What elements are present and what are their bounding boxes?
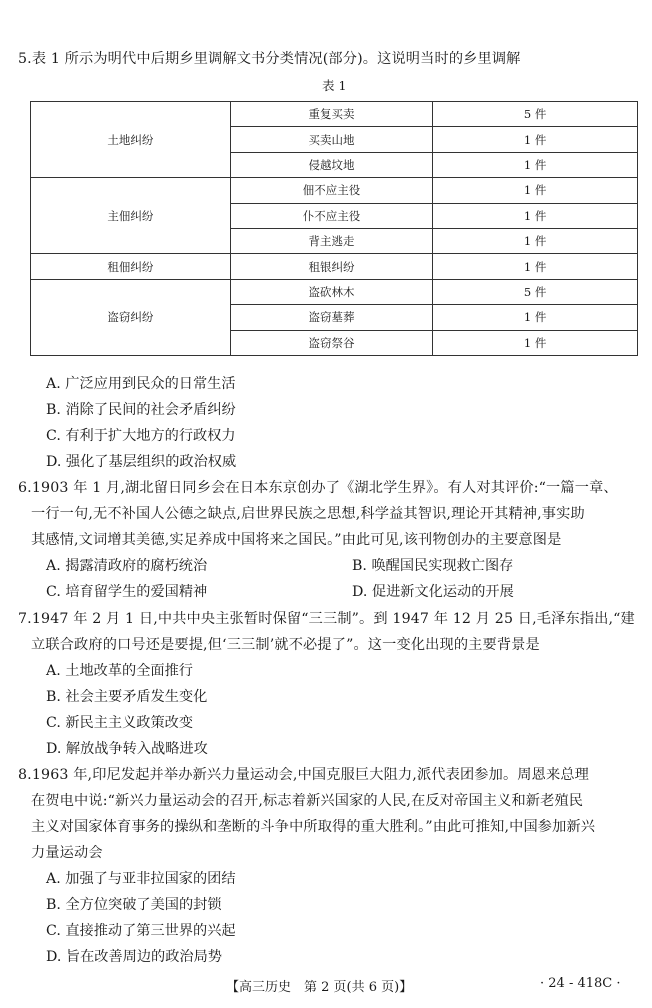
count-cell: 1 件 — [433, 305, 638, 330]
count-cell: 1 件 — [433, 178, 638, 203]
dispute-type-cell: 租银纠纷 — [230, 254, 433, 279]
q7-option-c: C. 新民主主义政策改变 — [46, 715, 194, 731]
dispute-type-cell: 盗窃祭谷 — [230, 330, 433, 355]
count-cell: 1 件 — [433, 127, 638, 152]
q8-line-4: 力量运动会 — [31, 845, 103, 861]
q6-option-c: C. 培育留学生的爱国精神 — [46, 584, 208, 600]
q6-line-2: 一行一句,无不补国人公德之缺点,启世界民族之思想,科学益其智识,理论开其精神,事实助 — [31, 506, 585, 522]
q7-option-a: A. 土地改革的全面推行 — [46, 663, 193, 679]
page-code: · 24 - 418C · — [540, 976, 621, 991]
table-row — [31, 279, 638, 304]
q6-option-d: D. 促进新文化运动的开展 — [352, 584, 514, 600]
count-cell: 1 件 — [433, 228, 638, 253]
count-cell: 1 件 — [433, 254, 638, 279]
category-cell: 土地纠纷 — [31, 102, 231, 178]
q8-line-2: 在贺电中说:“新兴力量运动会的召开,标志着新兴国家的人民,在反对帝国主义和新老殖民 — [31, 793, 584, 809]
dispute-type-cell: 买卖山地 — [230, 127, 433, 152]
category-cell: 租佃纠纷 — [31, 254, 231, 279]
dispute-type-cell: 佃不应主役 — [230, 178, 433, 203]
category-cell: 盗窃纠纷 — [31, 279, 231, 355]
q7-option-d: D. 解放战争转入战略进攻 — [46, 741, 208, 757]
dispute-type-cell: 盗窃墓葬 — [230, 305, 433, 330]
dispute-type-cell: 重复买卖 — [230, 102, 433, 127]
q7-line-2: 立联合政府的口号还是要提,但‘三三制’就不必提了”。这一变化出现的主要背景是 — [31, 637, 540, 653]
q8-line-1: 8.1963 年,印尼发起并举办新兴力量运动会,中国克服巨大阻力,派代表团参加。周恩来总理 — [18, 767, 589, 783]
q5-option-d: D. 强化了基层组织的政治权威 — [46, 454, 237, 470]
q6-line-1: 6.1903 年 1 月,湖北留日同乡会在日本东京创办了《湖北学生界》。有人对其评价:“一篇一章、 — [18, 480, 618, 496]
dispute-type-cell: 侵越坟地 — [230, 152, 433, 177]
q7-line-1: 7.1947 年 2 月 1 日,中共中央主张暂时保留“三三制”。到 1947 年 12 月 25 日,毛泽东指出,“建 — [18, 611, 635, 627]
q7-option-b: B. 社会主要矛盾发生变化 — [46, 689, 208, 705]
q5-option-c: C. 有利于扩大地方的行政权力 — [46, 428, 236, 444]
q5-option-a: A. 广泛应用到民众的日常生活 — [46, 376, 236, 392]
q8-option-b: B. 全方位突破了美国的封锁 — [46, 897, 222, 913]
table-row — [31, 102, 638, 127]
table-caption: 表 1 — [322, 78, 347, 93]
count-cell: 1 件 — [433, 330, 638, 355]
dispute-type-cell: 仆不应主役 — [230, 203, 433, 228]
count-cell: 1 件 — [433, 152, 638, 177]
page-footer: 【高三历史 第 2 页(共 6 页)】 — [226, 980, 413, 995]
q6-option-b: B. 唤醒国民实现救亡图存 — [352, 558, 514, 574]
q8-option-c: C. 直接推动了第三世界的兴起 — [46, 923, 236, 939]
q6-line-3: 其感情,文词增其美德,实足养成中国将来之国民。”由此可见,该刊物创办的主要意图是 — [31, 532, 562, 548]
q8-line-3: 主义对国家体育事务的操纵和垄断的斗争中所取得的重大胜利。”由此可推知,中国参加新兴 — [31, 819, 596, 835]
count-cell: 1 件 — [433, 203, 638, 228]
q6-option-a: A. 揭露清政府的腐朽统治 — [46, 558, 208, 574]
q5-option-b: B. 消除了民间的社会矛盾纠纷 — [46, 402, 236, 418]
table-row — [31, 178, 638, 203]
count-cell: 5 件 — [433, 279, 638, 304]
dispute-type-cell: 盗砍林木 — [230, 279, 433, 304]
category-cell: 主佃纠纷 — [31, 178, 231, 254]
count-cell: 5 件 — [433, 102, 638, 127]
q8-option-a: A. 加强了与亚非拉国家的团结 — [46, 871, 236, 887]
q8-option-d: D. 旨在改善周边的政治局势 — [46, 949, 222, 965]
table-row — [31, 254, 638, 279]
table-1 — [30, 101, 638, 356]
q5-stem: 5.表 1 所示为明代中后期乡里调解文书分类情况(部分)。这说明当时的乡里调解 — [18, 51, 521, 67]
dispute-type-cell: 背主逃走 — [230, 228, 433, 253]
